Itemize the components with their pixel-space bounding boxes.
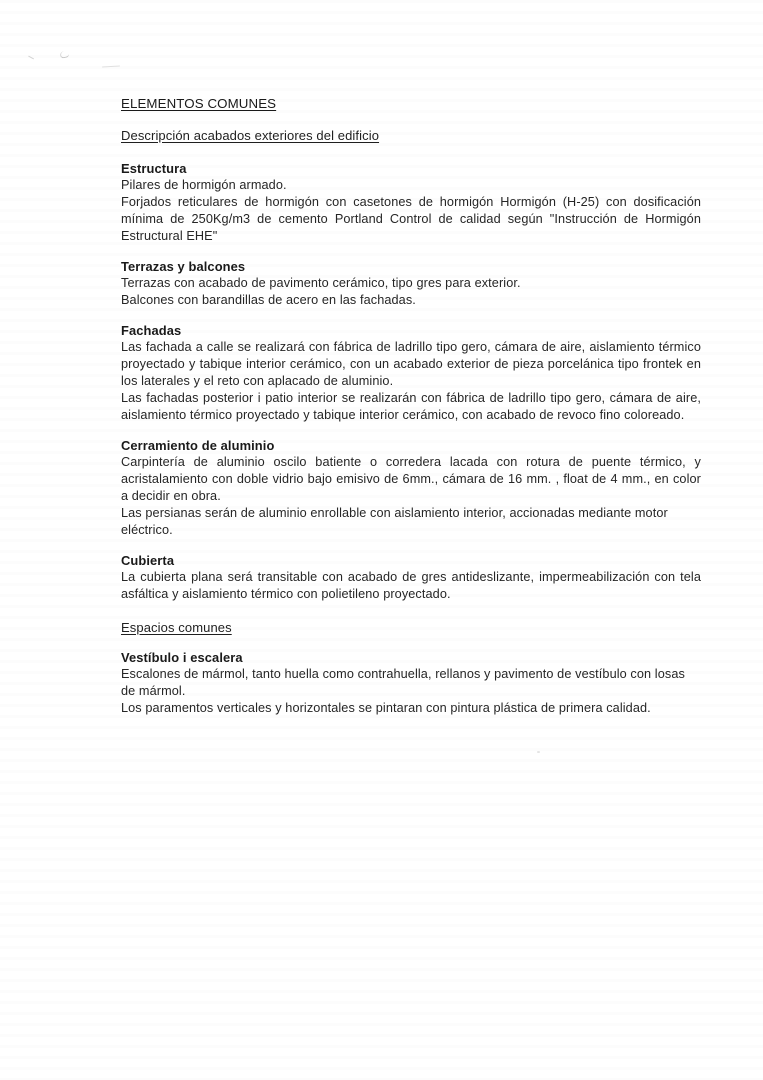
section-title: Terrazas y balcones xyxy=(121,259,246,274)
section-title: Cubierta xyxy=(121,553,175,568)
paragraph: La cubierta plana será transitable con acabado de gres antideslizante, impermeabilización con tela asfáltica y aislamiento térmico con polietileno proyectado. xyxy=(121,570,701,601)
section-title: Vestíbulo i escalera xyxy=(121,650,243,665)
section-title: Fachadas xyxy=(121,323,182,338)
paragraph: Los paramentos verticales y horizontales se pintaran con pintura plástica de primera calidad. xyxy=(121,701,651,715)
paragraph: Pilares de hormigón armado. xyxy=(121,178,287,192)
paragraph: Balcones con barandillas de acero en las fachadas. xyxy=(121,293,416,307)
document-content xyxy=(121,95,701,717)
paragraph: Carpintería de aluminio oscilo batiente o corredera lacada con rotura de puente térmico, y acristalamiento con doble vidrio bajo emisivo de 6mm., cámara de 16 mm. , float de 4 mm., en color a decidir en obra. xyxy=(121,455,701,503)
pencil-tick-artifact xyxy=(28,56,34,60)
section-estructura xyxy=(121,160,701,245)
paragraph: Las persianas serán de aluminio enrollable con aislamiento interior, accionadas mediante motor eléctrico. xyxy=(121,506,668,537)
section-cubierta xyxy=(121,552,701,603)
paragraph: Las fachada a calle se realizará con fábrica de ladrillo tipo gero, cámara de aire, aislamiento térmico proyectado y tabique interior cerámico, con un acabado exterior de pieza porcelánica tipo frontek en los laterales y el reto con aplacado de aluminio. xyxy=(121,340,701,388)
paragraph: Terrazas con acabado de pavimento cerámico, tipo gres para exterior. xyxy=(121,276,521,290)
paragraph: Forjados reticulares de hormigón con casetones de hormigón Hormigón (H-25) con dosificación mínima de 250Kg/m3 de cemento Portland Control de calidad según "Instrucción de Hormigón Estructural EHE" xyxy=(121,195,701,243)
scan-dash-artifact xyxy=(102,66,120,68)
section-terrazas-y-balcones xyxy=(121,258,701,309)
paragraph: Escalones de mármol, tanto huella como contrahuella, rellanos y pavimento de vestíbulo con losas de mármol. xyxy=(121,667,685,698)
section-vestibulo-i-escalera xyxy=(121,649,701,717)
paragraph: Las fachadas posterior i patio interior se realizarán con fábrica de ladrillo tipo gero, cámara de aire, aislamiento térmico proyectado y tabique interior cerámico, con acabado de revoco fino coloreado. xyxy=(121,391,701,422)
section-title: Estructura xyxy=(121,161,187,176)
pencil-squiggle-artifact xyxy=(59,50,69,59)
section-fachadas xyxy=(121,322,701,424)
subheading-espacios-comunes: Espacios comunes xyxy=(121,620,232,635)
main-heading: ELEMENTOS COMUNES xyxy=(121,96,277,111)
scan-speck-artifact xyxy=(537,751,540,753)
section-cerramiento-de-aluminio xyxy=(121,437,701,539)
subheading-acabados-exteriores: Descripción acabados exteriores del edificio xyxy=(121,128,380,143)
section-title: Cerramiento de aluminio xyxy=(121,438,275,453)
